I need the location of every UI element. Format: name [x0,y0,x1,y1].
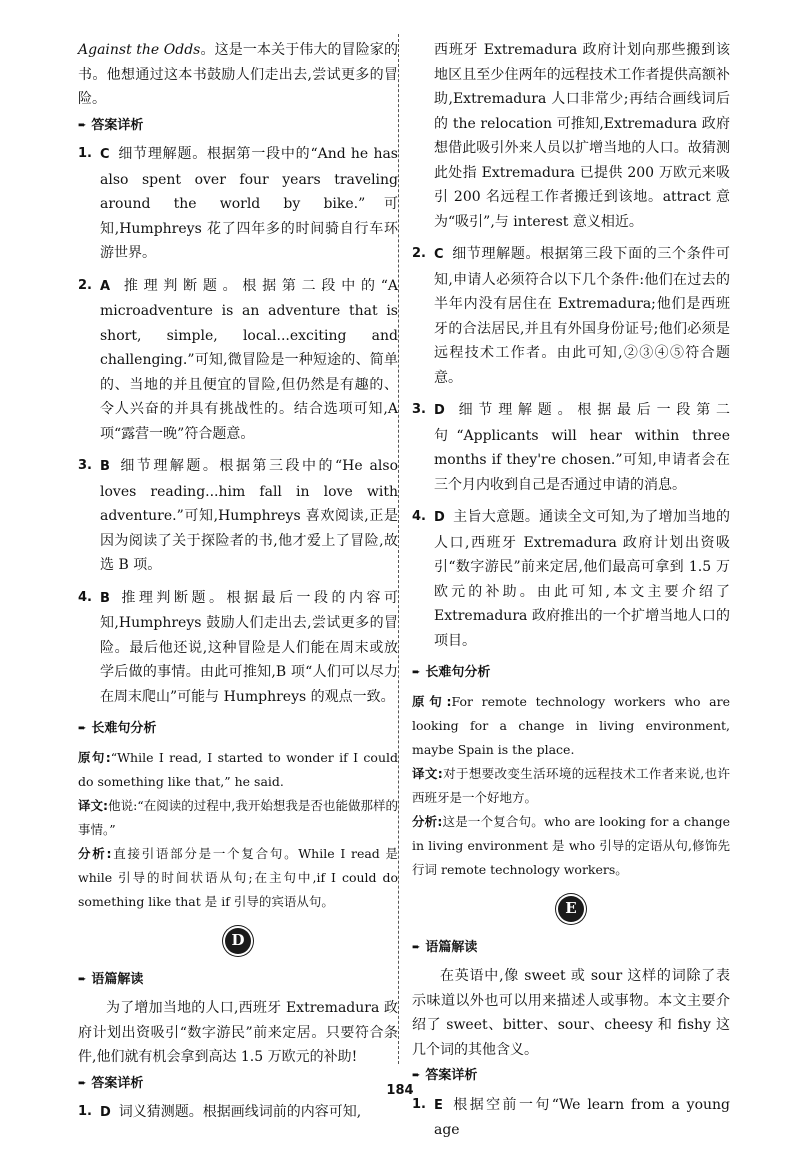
intro-paragraph: Against the Odds。这是一本关于伟大的冒险家的书。他想通过这本书鼓励人们走出去,尝试更多的冒险。 [78,42,399,107]
answer-item: 2. C 细节理解题。根据第三段下面的三个条件可知,申请人必须符合以下几个条件:他们在过去的半年内没有居住在 Extremadura;他们是西班牙的合法居民,并且有外国身份证号;他们必须是远程技术工作者。由此可知,②③④⑤符合题意。 [412,246,730,386]
answer-item: 3. D 细节理解题。根据最后一段第二句“Applicants will hear within three months if they're chosen.”可知,申请者会在三个月内收到自己是否通过申请的消息。 [412,402,730,493]
translation: 译文:他说:“在阅读的过程中,我开始想我是否也能做那样的事情。” [78,797,399,837]
answer-heading: ➨ 答案详析 [78,114,398,139]
answer-item: 1. E 根据空前一句“We learn from a young age [412,1096,730,1138]
long-sentence-heading: ➨ 长难句分析 [78,717,398,742]
arrow-icon: ➨ [78,1077,87,1089]
section-d-badge: D [225,928,251,954]
arrow-icon: ➨ [412,941,421,953]
answer-item: 3. B 细节理解题。根据第三段中的“He also loves reading...him fall in love with adventure.”可知,Humphreys 喜欢阅读,正是因为阅读了关于探险者的书,他才爱上了冒险,故选 B 项。 [78,458,398,573]
answer-item: 1. C 细节理解题。根据第一段中的“And he has also spent over four years traveling around the world by bike.”可知,Humphreys 花了四年多的时间骑自行车环游世界。 [78,146,398,261]
passage-summary: 为了增加当地的人口,西班牙 Extremadura 政府计划出资吸引“数字游民”前来定居。只要符合条件,他们就有机会拿到高达 1.5 万欧元的补助! [78,1000,398,1065]
original-sentence: 原句:For remote technology workers who are looking for a change in living environment, maybe Spain is the place. [412,693,731,757]
right-column [412,38,730,1151]
arrow-icon: ➨ [412,1070,421,1081]
book-title: Against the Odds [78,42,201,58]
continued-paragraph: 西班牙 Extremadura 政府计划向那些搬到该地区且至少住两年的远程技术工作者提供高额补助,Extremadura 人口非常少;再结合画线词后的 the relocation 可推知,Extremadura 政府想借此吸引外来人员以扩增当地的人口。故猜测此处指 Extremadura 已提供 200 万欧元来吸引 200 名远程工作者搬迁到该地。attract 意为“吸引”,与 interest 意义相近。 [434,42,730,230]
answer-item: 1. D 词义猜测题。根据画线词前的内容可知, [78,1104,362,1120]
long-sentence-heading: ➨ 长难句分析 [412,661,730,686]
passage-heading: ➨ 语篇解读 [412,936,730,961]
answer-item: 4. D 主旨大意题。通读全文可知,为了增加当地的人口,西班牙 Extremadura 政府计划出资吸引“数字游民”前来定居,他们最高可拿到 1.5 万欧元的补助。由此可知,本文主要介绍了 Extremadura 政府推出的一个扩增当地人口的项目。 [412,509,730,649]
column-divider [398,34,399,1064]
answer-item: 4. B 推理判断题。根据最后一段的内容可知,Humphreys 鼓励人们走出去,尝试更多的冒险。最后他还说,这种冒险是人们能在周末或放学后做的事情。由此可推知,B 项“人们可以尽力在周末爬山”可能与 Humphreys 的观点一致。 [78,589,398,705]
passage-heading: ➨ 语篇解读 [78,968,398,993]
arrow-icon: ➨ [78,723,87,734]
arrow-icon: ➨ [78,119,87,131]
analysis: 分析:这是一个复合句。who are looking for a change in living environment 是 who 引导的定语从句,修饰先行词 remote technology workers。 [412,813,730,877]
analysis: 分析:直接引语部分是一个复合句。While I read 是 while 引导的时间状语从句;在主句中,if I could do something like that 是 if 引导的宾语从句。 [78,845,399,909]
answer-item: 2. A 推理判断题。根据第二段中的“A microadventure is an adventure that is short, simple, local...exciting and challenging.”可知,微冒险是一种短途的、简单的、当地的并且便宜的冒险,但仍然是有趣的、令人兴奋的并具有挑战性的。结合选项可知,A 项“露营一晚”符合题意。 [78,277,398,442]
answer-heading: ➨ 答案详析 [78,1072,398,1097]
arrow-icon: ➨ [412,667,421,678]
arrow-icon: ➨ [78,973,87,985]
original-sentence: 原句:“While I read, I started to wonder if I could do something like that,” he said. [78,749,399,789]
page-number: 184 [386,1083,414,1098]
answer-heading: ➨ 答案详析 [412,1064,730,1089]
passage-summary: 在英语中,像 sweet 或 sour 这样的词除了表示味道以外也可以用来描述人或事物。本文主要介绍了 sweet、bitter、sour、cheesy 和 fishy 这几个词的其他含义。 [412,968,730,1058]
section-e-badge: E [558,896,584,922]
translation: 译文:对于想要改变生活环境的远程技术工作者来说,也许西班牙是一个好地方。 [412,765,731,805]
left-column [78,38,398,1134]
